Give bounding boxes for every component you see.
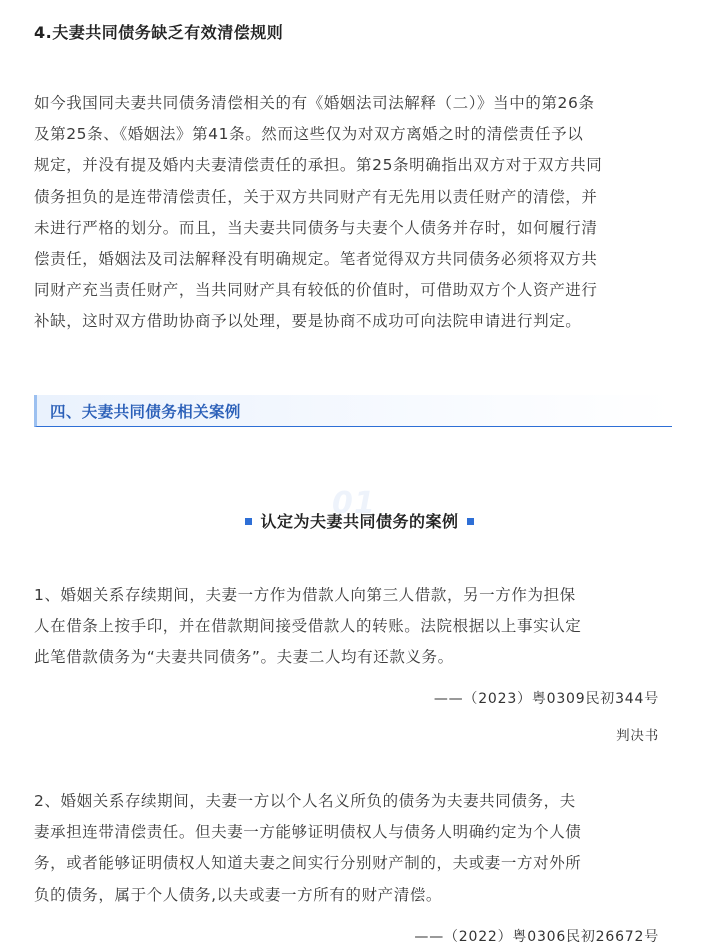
paragraph-line: 此笔借款债务为“夫妻共同债务”。夫妻二人均有还款义务。 xyxy=(34,648,454,667)
case-heading xyxy=(0,509,719,532)
case1-paragraph xyxy=(34,580,682,674)
paragraph-line: 未进行严格的划分。而且，当夫妻共同债务与夫妻个人债务并存时，如何履行清 xyxy=(34,218,598,237)
paragraph-line: 偿责任，婚姻法及司法解释没有明确规定。笔者觉得双方共同债务必须将双方共 xyxy=(34,250,598,269)
paragraph-line: 规定，并没有提及婚内夫妻清偿责任的承担。第25条明确指出双方对于双方共同 xyxy=(34,156,603,175)
section-title-bar xyxy=(34,395,672,427)
paragraph-line: 债务担负的是连带清偿责任，关于双方共同财产有无先用以责任财产的清偿，并 xyxy=(34,187,598,206)
square-bullet-icon xyxy=(467,518,474,525)
section-title: 四、夫妻共同债务相关案例 xyxy=(50,403,241,421)
case1-source: ——（2023）粤0309民初344号 xyxy=(433,691,659,707)
watermark-number: 01 xyxy=(332,486,376,521)
case1-doc-type: 判决书 xyxy=(616,728,659,744)
case2-source: ——（2022）粤0306民初26672号 xyxy=(414,929,659,945)
square-bullet-icon xyxy=(245,518,252,525)
paragraph-line: 人在借条上按手印，并在借款期间接受借款人的转账。法院根据以上事实认定 xyxy=(34,617,582,636)
paragraph-line: 1、婚姻关系存续期间，夫妻一方作为借款人向第三人借款，另一方作为担保 xyxy=(34,586,576,604)
paragraph-line: 2、婚姻关系存续期间，夫妻一方以个人名义所负的债务为夫妻共同债务，夫 xyxy=(34,792,576,810)
subsection-heading: 4.夫妻共同债务缺乏有效清偿规则 xyxy=(34,23,284,42)
paragraph-line: 如今我国同夫妻共同债务清偿相关的有《婚姻法司法解释（二）》当中的第26条 xyxy=(34,94,595,112)
paragraph-line: 负的债务，属于个人债务,以夫或妻一方所有的财产清偿。 xyxy=(34,885,443,904)
paragraph-line: 补缺，这时双方借助协商予以处理，要是协商不成功可向法院申请进行判定。 xyxy=(34,312,582,331)
paragraph-line: 及第25条、《婚姻法》第41条。然而这些仅为对双方离婚之时的清偿责任予以 xyxy=(34,125,584,144)
section4-paragraph xyxy=(34,88,682,338)
case-heading-text: 认定为夫妻共同债务的案例 xyxy=(260,512,459,531)
case2-paragraph xyxy=(34,786,682,911)
paragraph-line: 妻承担连带清偿责任。但夫妻一方能够证明债权人与债务人明确约定为个人债 xyxy=(34,823,582,842)
paragraph-line: 同财产充当责任财产，当共同财产具有较低的价值时，可借助双方个人资产进行 xyxy=(34,281,598,300)
paragraph-line: 务，或者能够证明债权人知道夫妻之间实行分别财产制的，夫或妻一方对外所 xyxy=(34,854,582,873)
